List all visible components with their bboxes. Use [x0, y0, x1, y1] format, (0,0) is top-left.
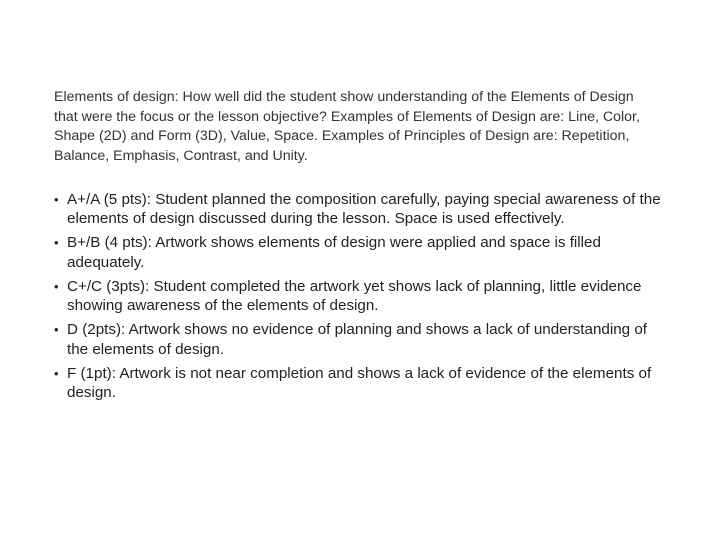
bullet-icon: •	[54, 322, 59, 338]
bullet-icon: •	[54, 235, 59, 251]
criteria-text: D (2pts): Artwork shows no evidence of planning and shows a lack of understanding of the elements of design.	[67, 321, 647, 358]
criteria-item-c	[54, 277, 664, 316]
criteria-item-f	[54, 364, 664, 403]
intro-paragraph: Elements of design: How well did the student show understanding of the Elements of Design that were the focus or the lesson objective? Examples of Elements of Design are: Line, Color, Shape (2D) and Form (3D), Value, Space. Examples of Principles of Design are: Repetition, Balance, Emphasis, Contrast, and Unity.	[54, 89, 640, 164]
criteria-text: B+/B (4 pts): Artwork shows elements of design were applied and space is filled adequately.	[67, 234, 601, 271]
bullet-icon: •	[54, 365, 59, 381]
grading-criteria-list	[54, 190, 664, 407]
criteria-item-a	[54, 190, 664, 229]
criteria-item-b	[54, 233, 664, 272]
bullet-icon: •	[54, 278, 59, 294]
criteria-text: A+/A (5 pts): Student planned the composition carefully, paying special awareness of the elements of design discussed during the lesson. Space is used effectively.	[67, 191, 661, 228]
bullet-icon: •	[54, 192, 59, 207]
criteria-text: C+/C (3pts): Student completed the artwork yet shows lack of planning, little evidence showing awareness of the elements of design.	[67, 277, 642, 315]
criteria-text: F (1pt): Artwork is not near completion and shows a lack of evidence of the elements of design.	[67, 364, 652, 402]
criteria-item-d	[54, 320, 664, 359]
